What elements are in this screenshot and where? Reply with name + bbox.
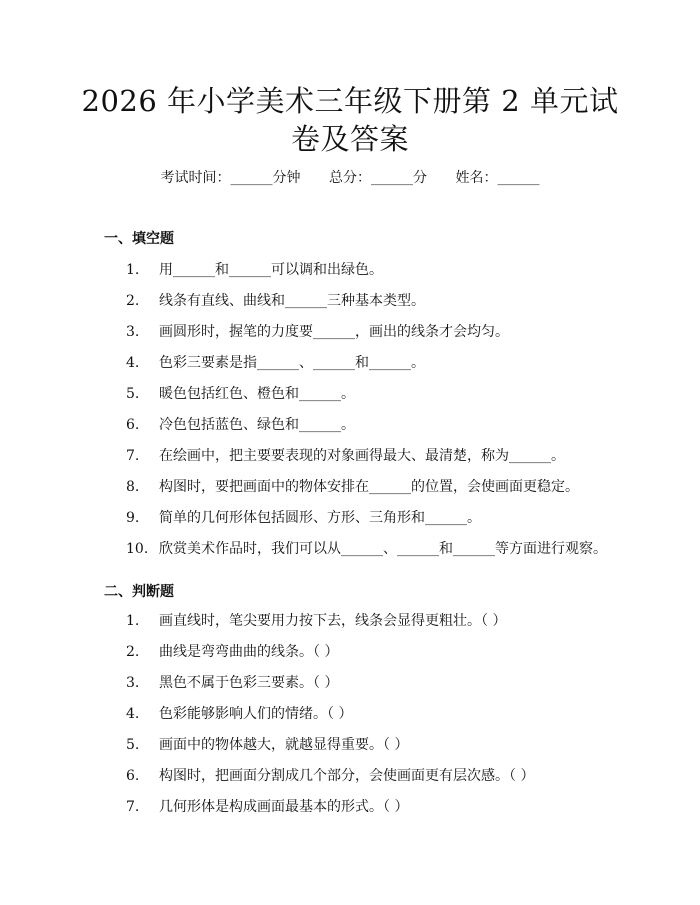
- page-title: 2026 年小学美术三年级下册第 2 单元试卷及答案: [81, 84, 619, 156]
- question-number: 5.: [126, 386, 140, 402]
- section-heading-true-false: 二、判断题: [104, 584, 174, 600]
- question-item: [0, 415, 700, 446]
- question-number: 9.: [126, 510, 140, 526]
- question-number: 6.: [126, 768, 140, 784]
- question-item: [0, 446, 700, 477]
- question-text: 线条有直线、曲线和______三种基本类型。: [159, 293, 425, 309]
- question-item: [0, 735, 700, 766]
- question-item: [0, 260, 700, 291]
- question-text: 几何形体是构成画面最基本的形式。（ ）: [159, 799, 409, 815]
- question-number: 1.: [126, 262, 140, 278]
- question-item: [0, 384, 700, 415]
- question-text: 曲线是弯弯曲曲的线条。（ ）: [159, 644, 339, 660]
- section-heading-fill-in: 一、填空题: [104, 231, 174, 247]
- question-number: 10.: [126, 541, 149, 557]
- question-text: 构图时，把画面分割成几个部分，会使画面更有层次感。（ ）: [159, 768, 535, 784]
- question-number: 1.: [126, 613, 140, 629]
- name-field: 姓名：______: [455, 170, 540, 186]
- question-item: [0, 477, 700, 508]
- question-item: [0, 291, 700, 322]
- question-item: [0, 353, 700, 384]
- true-false-question-list: [0, 611, 700, 828]
- question-text: 色彩能够影响人们的情绪。（ ）: [159, 706, 353, 722]
- question-item: [0, 611, 700, 642]
- question-item: [0, 642, 700, 673]
- question-item: [0, 508, 700, 539]
- question-number: 4.: [126, 355, 140, 371]
- question-number: 6.: [126, 417, 140, 433]
- question-text: 简单的几何形体包括圆形、方形、三角形和______。: [159, 510, 481, 526]
- question-item: [0, 539, 700, 570]
- question-number: 8.: [126, 479, 140, 495]
- fill-in-question-list: [0, 260, 700, 570]
- question-item: [0, 322, 700, 353]
- question-text: 画圆形时，握笔的力度要______，画出的线条才会均匀。: [159, 324, 509, 340]
- question-text: 构图时，要把画面中的物体安排在______的位置，会使画面更稳定。: [159, 479, 579, 495]
- question-number: 3.: [126, 675, 140, 691]
- question-text: 黑色不属于色彩三要素。（ ）: [159, 675, 339, 691]
- question-text: 色彩三要素是指______、______和______。: [159, 355, 425, 371]
- question-item: [0, 673, 700, 704]
- question-text: 画面中的物体越大，就越显得重要。（ ）: [159, 737, 409, 753]
- question-text: 在绘画中，把主要要表现的对象画得最大、最清楚，称为______。: [159, 448, 565, 464]
- question-number: 2.: [126, 644, 140, 660]
- question-number: 4.: [126, 706, 140, 722]
- question-text: 画直线时，笔尖要用力按下去，线条会显得更粗壮。（ ）: [159, 613, 507, 629]
- question-item: [0, 797, 700, 828]
- question-item: [0, 704, 700, 735]
- question-number: 7.: [126, 799, 140, 815]
- question-text: 欣赏美术作品时，我们可以从______、______和______等方面进行观察。: [159, 541, 607, 557]
- question-number: 7.: [126, 448, 140, 464]
- total-score-field: 总分：______分: [329, 170, 427, 186]
- question-number: 5.: [126, 737, 140, 753]
- question-number: 3.: [126, 324, 140, 340]
- question-text: 暖色包括红色、橙色和______。: [159, 386, 355, 402]
- question-text: 用______和______可以调和出绿色。: [159, 262, 383, 278]
- question-item: [0, 766, 700, 797]
- question-number: 2.: [126, 293, 140, 309]
- question-text: 冷色包括蓝色、绿色和______。: [159, 417, 355, 433]
- exam-time-field: 考试时间：______分钟: [160, 170, 301, 186]
- exam-meta: [0, 168, 700, 188]
